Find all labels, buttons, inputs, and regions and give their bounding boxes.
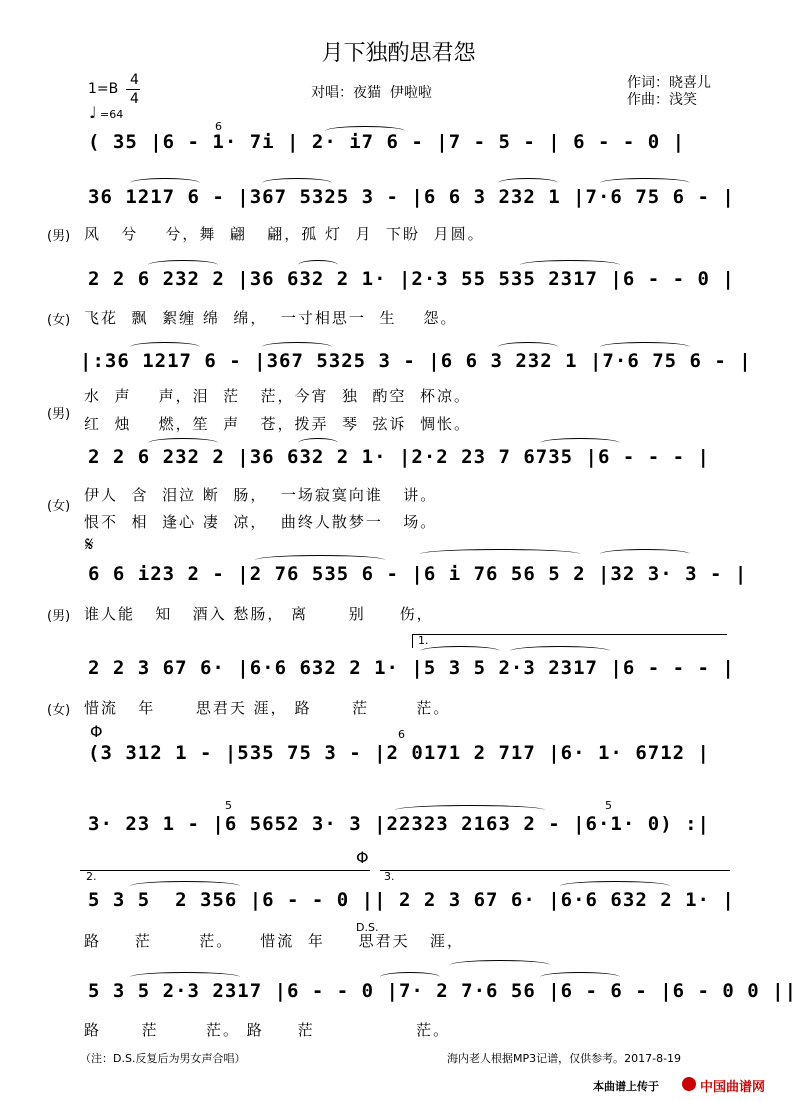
key-signature: 1=B (88, 81, 119, 97)
slur (498, 178, 558, 188)
singer-label: (女) (47, 499, 71, 514)
slur (148, 260, 218, 270)
lyrics-row-4-verse-2: 红 烛 燃，笙 声 苍，拨弄 琴 弦诉 惆怅。 (84, 415, 472, 433)
upload-note: 本曲谱上传于 (593, 1080, 659, 1093)
lyrics-row-5-verse-1: 伊人 含 泪泣 断 肠， 一场寂寞向谁 讲。 (84, 486, 438, 504)
slur (130, 972, 240, 982)
slur (255, 555, 385, 565)
lyricist: 作词：晓喜儿 (627, 75, 711, 91)
lyrics-row-11: 路 茫 茫。 路 茫 茫。 (84, 1021, 451, 1039)
volta-3-label: 3. (384, 870, 395, 883)
notation-row-3: 2 2 6 232 2 |36 632 2 1· |2·3 55 535 2317 |6 - - 0 | (88, 268, 735, 290)
slur (262, 342, 332, 352)
singer-label: (女) (47, 703, 71, 718)
tempo: =64 (100, 108, 124, 121)
footnote: （注：D.S.反复后为男女声合唱） (80, 1052, 246, 1065)
composer: 作曲：浅笑 (627, 92, 697, 108)
slur (325, 126, 405, 136)
notation-row-4: |:36 1217 6 - |367 5325 3 - |6 6 3 232 1 |7·6 75 6 - | (80, 350, 752, 372)
slur (510, 646, 610, 656)
slur (262, 178, 332, 188)
lyrics-row-2: 风 兮 兮，舞 翩 翩，孤 灯 月 下盼 月圆。 (84, 225, 485, 243)
quarter-note-icon: ♩ (89, 103, 97, 122)
notation-row-1: ( 35 |6 - 1· 7i | 2· i7 6 - |7 - 5 - | 6 - - 0 | (88, 131, 686, 153)
slur (130, 342, 200, 352)
volta-bracket-edge (412, 634, 413, 648)
slur (540, 438, 620, 448)
volta-3-bracket (380, 870, 730, 871)
slur (420, 646, 500, 656)
lyrics-row-5-verse-2: 恨不 相 逢心 凄 凉， 曲终人散梦一 场。 (84, 513, 438, 531)
slur (395, 805, 545, 815)
lyrics-row-7: 惜流 年 思君天 涯， 路 茫 茫。 (84, 699, 451, 717)
lyrics-row-3: 飞花 飘 絮缠 绵 绵， 一寸相思一 生 怨。 (84, 309, 458, 327)
transcription-source: 海内老人根据MP3记谱，仅供参考。2017-8-19 (447, 1052, 682, 1065)
dal-segno: D.S. (356, 921, 379, 934)
notation-row-2: 36 1217 6 - |367 5325 3 - |6 6 3 232 1 |7·6 75 6 - | (88, 186, 735, 208)
grace-note: 6 (215, 120, 222, 133)
segno-icon: 𝄋 (85, 532, 94, 556)
notation-row-9: 3· 23 1 - |6 5652 3· 3 |22323 2163 2 - |6·1· 0) :| (88, 813, 710, 835)
slur (130, 178, 200, 188)
volta-2-label: 2. (86, 870, 97, 883)
lyrics-row-10: 路 茫 茫。 惜流 年 思君天 涯， (84, 932, 464, 950)
notation-row-6: 6 6 i23 2 - |2 76 535 6 - |6 i 76 56 5 2 |32 3· 3 - | (88, 563, 748, 585)
site-name: 中国曲谱网 (700, 1080, 766, 1095)
coda-icon: Φ (90, 722, 103, 741)
slur (540, 972, 620, 982)
notation-row-7: 2 2 3 67 6· |6·6 632 2 1· |5 3 5 2·3 2317 |6 - - - | (88, 657, 735, 679)
slur (420, 549, 580, 559)
volta-1-bracket (412, 634, 727, 635)
singer-label: (男) (47, 609, 71, 624)
singer-label: (女) (47, 313, 71, 328)
notation-row-11: 5 3 5 2·3 2317 |6 - - 0 |7· 2 7·6 56 |6 - 6 - |6 - 0 0 || (88, 980, 797, 1002)
slur (498, 342, 558, 352)
grace-note: 5 (225, 799, 232, 812)
lyrics-row-4-verse-1: 水 声 声，泪 茫 茫，今宵 独 酌空 杯凉。 (84, 387, 472, 405)
slur (560, 881, 670, 891)
volta-2-bracket (80, 870, 370, 871)
singer-label: (男) (47, 229, 71, 244)
song-title: 月下独酌思君怨 (321, 41, 476, 66)
slur (148, 438, 218, 448)
grace-note: 5 (605, 799, 612, 812)
notation-row-10: 5 3 5 2 356 |6 - - 0 || 2 2 3 67 6· |6·6 632 2 1· | (88, 889, 735, 911)
singer-label: (男) (47, 407, 71, 422)
lyrics-row-6: 谁人能 知 酒入 愁肠， 离 别 伤， (84, 605, 434, 623)
slur (600, 342, 690, 352)
slur (298, 260, 338, 270)
notation-row-8: (3 312 1 - |535 75 3 - |2 0171 2 717 |6· 1· 6712 | (88, 742, 710, 764)
time-signature-top: 4 (130, 72, 139, 88)
slur (298, 438, 338, 448)
slur (380, 972, 440, 982)
time-signature-rule (126, 89, 140, 90)
slur (520, 260, 620, 270)
grace-note: 6 (398, 728, 405, 741)
slur (130, 881, 240, 891)
coda-icon: Φ (356, 848, 369, 867)
site-logo-icon (682, 1077, 696, 1091)
slur (600, 549, 690, 559)
notation-row-5: 2 2 6 232 2 |36 632 2 1· |2·2 23 7 6735 |6 - - - | (88, 446, 710, 468)
volta-1-label: 1. (418, 634, 429, 647)
time-signature-bottom: 4 (130, 91, 139, 107)
slur (450, 960, 550, 970)
slur (600, 178, 690, 188)
duet-singers: 对唱：夜猫 伊啦啦 (311, 85, 432, 101)
